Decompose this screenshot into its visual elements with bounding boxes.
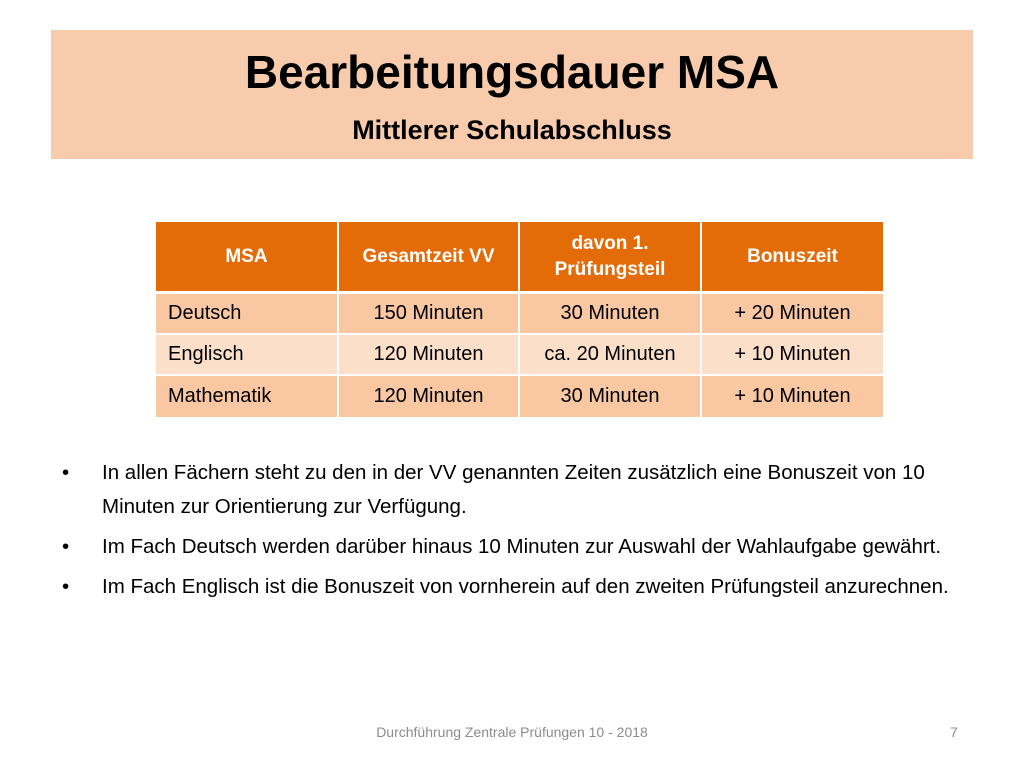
bullet-text: In allen Fächern steht zu den in der VV genannten Zeiten zusätzlich eine Bonuszeit von 10 Minuten zur Orientierung zur Verfügung. — [102, 461, 925, 518]
table-header-row — [156, 222, 883, 294]
bullet-list — [62, 456, 982, 610]
bullet-icon: • — [62, 535, 70, 558]
table-row — [156, 335, 883, 376]
table-row — [156, 294, 883, 335]
header-gesamtzeit: Gesamtzeit VV — [339, 222, 520, 294]
cell-bonuszeit: + 10 Minuten — [702, 376, 883, 417]
bullet-text: Im Fach Deutsch werden darüber hinaus 10 Minuten zur Auswahl der Wahlaufgabe gewährt. — [102, 535, 942, 558]
slide-title: Bearbeitungsdauer MSA — [244, 46, 780, 98]
header-msa: MSA — [156, 222, 339, 294]
cell-erster-teil: 30 Minuten — [520, 376, 702, 417]
list-item — [62, 530, 982, 564]
list-item — [62, 456, 982, 524]
slide-subtitle: Mittlerer Schulabschluss — [352, 115, 672, 145]
cell-gesamtzeit: 120 Minuten — [339, 335, 520, 376]
bullet-icon: • — [62, 575, 70, 598]
slide-footer: Durchführung Zentrale Prüfungen 10 - 2018 — [376, 724, 648, 740]
table-row — [156, 376, 883, 417]
cell-subject: Deutsch — [156, 294, 339, 335]
cell-subject: Englisch — [156, 335, 339, 376]
page-number: 7 — [950, 724, 958, 740]
cell-bonuszeit: + 20 Minuten — [702, 294, 883, 335]
header-erster-pruefungsteil: davon 1. Prüfungsteil — [520, 222, 702, 294]
cell-erster-teil: 30 Minuten — [520, 294, 702, 335]
cell-gesamtzeit: 150 Minuten — [339, 294, 520, 335]
cell-gesamtzeit: 120 Minuten — [339, 376, 520, 417]
duration-table — [156, 222, 883, 417]
header-bonuszeit: Bonuszeit — [702, 222, 883, 294]
cell-subject: Mathematik — [156, 376, 339, 417]
bullet-text: Im Fach Englisch ist die Bonuszeit von vornherein auf den zweiten Prüfungsteil anzurechnen. — [102, 575, 949, 598]
bullet-icon: • — [62, 461, 70, 484]
cell-bonuszeit: + 10 Minuten — [702, 335, 883, 376]
cell-erster-teil: ca. 20 Minuten — [520, 335, 702, 376]
slide-title-box — [51, 30, 973, 159]
list-item — [62, 570, 982, 604]
